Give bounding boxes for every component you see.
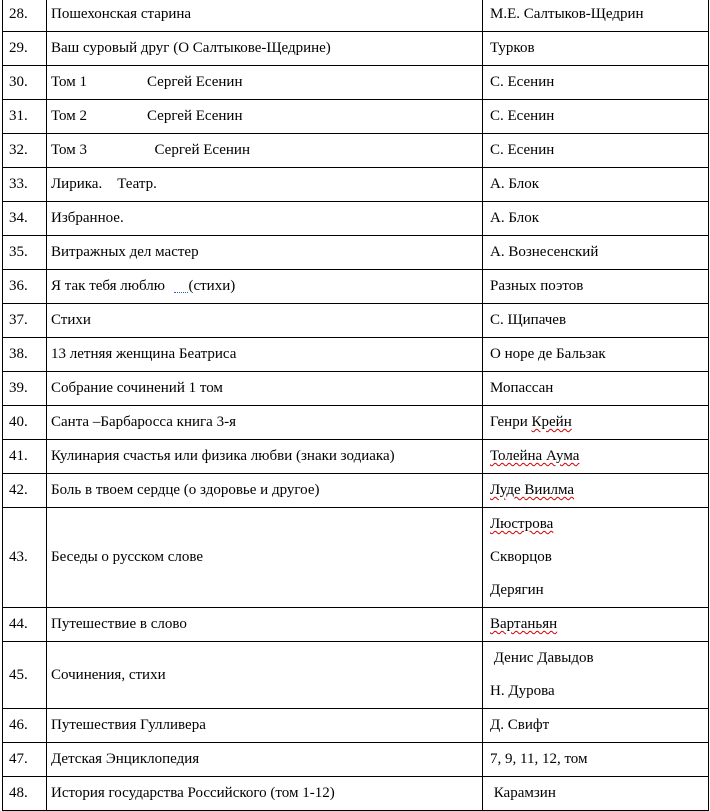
book-title: Ваш суровый друг (О Салтыкове-Щедрине)	[47, 32, 483, 66]
row-number: 48.	[3, 777, 47, 811]
row-number: 39.	[3, 372, 47, 406]
table-row	[3, 508, 709, 608]
row-number: 40.	[3, 406, 47, 440]
book-author: А. Блок	[483, 168, 709, 202]
book-author: Д. Свифт	[483, 709, 709, 743]
book-title: Детская Энциклопедия	[47, 743, 483, 777]
row-number: 34.	[3, 202, 47, 236]
author-last-name-misspelled: Виилма	[524, 482, 574, 498]
book-title: Стихи	[47, 304, 483, 338]
book-author: С. Щипачев	[483, 304, 709, 338]
row-number: 42.	[3, 474, 47, 508]
book-title: Санта –Барбаросса книга 3-я	[47, 406, 483, 440]
book-author: С. Есенин	[483, 66, 709, 100]
row-number: 33.	[3, 168, 47, 202]
book-title: Витражных дел мастер	[47, 236, 483, 270]
author-name-misspelled: Люстрова	[490, 516, 554, 532]
book-author-list	[483, 508, 709, 608]
table-row	[3, 743, 709, 777]
book-title: Путешествия Гулливера	[47, 709, 483, 743]
book-title: Сочинения, стихи	[47, 642, 483, 709]
book-title: Том 1 Сергей Есенин	[47, 66, 483, 100]
table-row	[3, 372, 709, 406]
table-row	[3, 270, 709, 304]
book-author: Турков	[483, 32, 709, 66]
book-title: Беседы о русском слове	[47, 508, 483, 608]
row-number: 37.	[3, 304, 47, 338]
book-title: Том 2 Сергей Есенин	[47, 100, 483, 134]
book-title	[47, 270, 483, 304]
book-author: А. Блок	[483, 202, 709, 236]
author-first-name: Генри	[490, 414, 532, 430]
book-author: А. Вознесенский	[483, 236, 709, 270]
row-number: 44.	[3, 608, 47, 642]
table-row	[3, 406, 709, 440]
table-row	[3, 0, 709, 32]
book-volumes: 7, 9, 11, 12, том	[483, 743, 709, 777]
table-row	[3, 304, 709, 338]
book-title-text: Я так тебя люблю	[51, 278, 173, 294]
row-number: 47.	[3, 743, 47, 777]
book-author: Мопассан	[483, 372, 709, 406]
table-row	[3, 202, 709, 236]
table-row	[3, 777, 709, 811]
book-author: М.Е. Салтыков-Щедрин	[483, 0, 709, 32]
author-name: Денис Давыдов	[490, 650, 594, 666]
row-number: 43.	[3, 508, 47, 608]
author-name-misspelled: Вартаньян	[490, 616, 558, 632]
table-row	[3, 236, 709, 270]
table-row	[3, 134, 709, 168]
row-number: 30.	[3, 66, 47, 100]
author-name: Дерягин	[490, 582, 544, 598]
row-number: 35.	[3, 236, 47, 270]
row-number: 46.	[3, 709, 47, 743]
table-row	[3, 100, 709, 134]
book-author	[483, 440, 709, 474]
book-author	[483, 608, 709, 642]
row-number: 29.	[3, 32, 47, 66]
book-author	[483, 474, 709, 508]
book-title: Том 3 Сергей Есенин	[47, 134, 483, 168]
row-number: 28.	[3, 0, 47, 32]
book-author	[483, 406, 709, 440]
row-number: 32.	[3, 134, 47, 168]
table-row	[3, 440, 709, 474]
book-author: Карамзин	[483, 777, 709, 811]
row-number: 31.	[3, 100, 47, 134]
table-row	[3, 608, 709, 642]
book-author: Разных поэтов	[483, 270, 709, 304]
table-row	[3, 642, 709, 709]
book-author: С. Есенин	[483, 134, 709, 168]
book-title: Кулинария счастья или физика любви (знаки зодиака)	[47, 440, 483, 474]
book-title: Боль в твоем сердце (о здоровье и другое)	[47, 474, 483, 508]
book-title: 13 летняя женщина Беатриса	[47, 338, 483, 372]
book-title: Пошехонская старина	[47, 0, 483, 32]
book-author: С. Есенин	[483, 100, 709, 134]
row-number: 41.	[3, 440, 47, 474]
book-title-suffix: (стихи)	[188, 278, 236, 294]
table-row	[3, 474, 709, 508]
book-author: О норе де Бальзак	[483, 338, 709, 372]
spellcheck-blank-mark	[174, 282, 188, 293]
book-title: Путешествие в слово	[47, 608, 483, 642]
book-title: История государства Российского (том 1-12)	[47, 777, 483, 811]
table-row	[3, 338, 709, 372]
table-row	[3, 168, 709, 202]
book-list-body	[3, 0, 709, 811]
row-number: 36.	[3, 270, 47, 304]
author-name: Скворцов	[490, 549, 552, 565]
author-name: Н. Дурова	[490, 683, 555, 699]
table-row	[3, 32, 709, 66]
book-list-table	[2, 0, 709, 811]
table-row	[3, 709, 709, 743]
book-author-list	[483, 642, 709, 709]
row-number: 38.	[3, 338, 47, 372]
table-row	[3, 66, 709, 100]
author-first-name-misspelled: Луде	[490, 482, 525, 498]
book-title: Лирика. Театр.	[47, 168, 483, 202]
row-number: 45.	[3, 642, 47, 709]
author-name-misspelled: Толейна Аума	[490, 448, 580, 464]
book-title: Избранное.	[47, 202, 483, 236]
book-title: Собрание сочинений 1 том	[47, 372, 483, 406]
author-last-name-misspelled: Крейн	[531, 414, 572, 430]
